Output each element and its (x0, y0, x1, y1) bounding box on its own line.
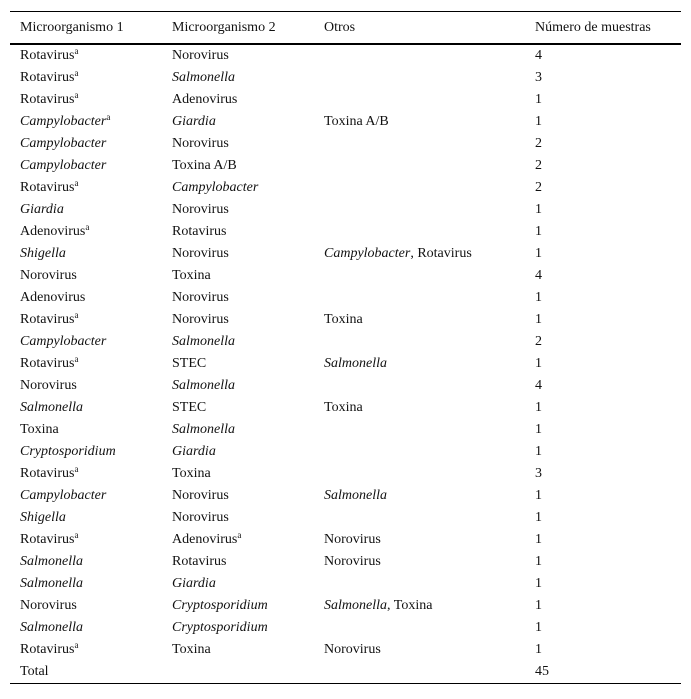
cell-otros (314, 463, 525, 485)
cell-text: Toxina (172, 466, 211, 481)
header-numero-muestras: Número de muestras (535, 19, 651, 35)
cell-otros (314, 67, 525, 89)
cell-text: Norovirus (172, 136, 229, 151)
table-row (10, 287, 681, 309)
cell-microorganismo-1 (10, 353, 162, 375)
cell-text: Rotavirus (172, 224, 227, 239)
cell-numero-muestras: 1 (535, 488, 542, 503)
cell-text: Campylobacter (20, 136, 107, 151)
table-row (10, 155, 681, 177)
coinfection-table (10, 11, 681, 684)
cell-microorganismo-1 (10, 485, 162, 507)
cell-text: Toxina A/B (324, 114, 389, 129)
cell-otros (314, 331, 525, 353)
cell-text: Rotavirus (20, 48, 75, 63)
cell-numero-muestras: 1 (535, 532, 542, 547)
cell-text: Rotavirus (172, 554, 227, 569)
cell-numero-muestras: 2 (535, 334, 542, 349)
cell-otros (314, 639, 525, 661)
cell-microorganismo-1 (10, 133, 162, 155)
cell-text: Toxina (172, 642, 211, 657)
table-row (10, 67, 681, 89)
table-row (10, 485, 681, 507)
table-row (10, 463, 681, 485)
header-microorganismo-1: Microorganismo 1 (20, 19, 124, 35)
cell-text: , Rotavirus (410, 246, 472, 261)
cell-otros (314, 551, 525, 573)
table-row (10, 639, 681, 661)
cell-numero-muestras: 3 (535, 466, 542, 481)
total-empty-cell (314, 661, 525, 684)
cell-numero-muestras: 1 (535, 356, 542, 371)
cell-microorganismo-2 (162, 573, 314, 595)
table-row (10, 441, 681, 463)
table-row (10, 617, 681, 639)
cell-microorganismo-1 (10, 375, 162, 397)
cell-otros (314, 89, 525, 111)
cell-microorganismo-2 (162, 441, 314, 463)
cell-text: Rotavirus (20, 180, 75, 195)
cell-microorganismo-1 (10, 551, 162, 573)
cell-numero-muestras: 1 (535, 202, 542, 217)
cell-otros (314, 133, 525, 155)
cell-otros (314, 243, 525, 265)
footnote-marker: a (74, 90, 79, 100)
table-row (10, 89, 681, 111)
cell-text: Campylobacter (324, 246, 411, 261)
cell-microorganismo-2 (162, 529, 314, 551)
table-row (10, 133, 681, 155)
cell-microorganismo-2 (162, 221, 314, 243)
cell-text: Rotavirus (20, 532, 75, 547)
cell-text: Campylobacter (20, 114, 107, 129)
cell-numero-muestras: 2 (535, 136, 542, 151)
cell-text: Salmonella (172, 422, 235, 437)
cell-microorganismo-1 (10, 265, 162, 287)
cell-text: Adenovirus (172, 92, 238, 107)
cell-otros (314, 573, 525, 595)
cell-text: Toxina (172, 268, 211, 283)
cell-text: Giardia (20, 202, 64, 217)
cell-microorganismo-1 (10, 155, 162, 177)
header-microorganismo-2: Microorganismo 2 (172, 19, 276, 35)
cell-text: Salmonella (20, 400, 83, 415)
cell-microorganismo-1 (10, 177, 162, 199)
footnote-marker: a (74, 46, 79, 56)
cell-otros (314, 111, 525, 133)
cell-text: Norovirus (324, 642, 381, 657)
cell-text: Rotavirus (20, 70, 75, 85)
cell-otros (314, 419, 525, 441)
cell-text: Toxina (324, 400, 363, 415)
total-empty-cell (162, 661, 314, 684)
footnote-marker: a (74, 310, 79, 320)
cell-numero-muestras: 1 (535, 510, 542, 525)
cell-microorganismo-1 (10, 199, 162, 221)
cell-otros (314, 529, 525, 551)
cell-text: Norovirus (172, 202, 229, 217)
cell-numero-muestras: 1 (535, 444, 542, 459)
table-row (10, 551, 681, 573)
cell-text: Salmonella (172, 334, 235, 349)
cell-text: Salmonella (20, 554, 83, 569)
cell-numero-muestras: 1 (535, 290, 542, 305)
table-row (10, 221, 681, 243)
cell-text: Toxina (324, 312, 363, 327)
cell-text: Norovirus (172, 312, 229, 327)
cell-numero-muestras: 4 (535, 268, 542, 283)
cell-microorganismo-2 (162, 155, 314, 177)
table-row (10, 177, 681, 199)
table-row (10, 353, 681, 375)
table-row (10, 595, 681, 617)
table-row (10, 199, 681, 221)
cell-otros (314, 617, 525, 639)
cell-text: Adenovirus (20, 290, 86, 305)
cell-text: Rotavirus (20, 642, 75, 657)
cell-text: Norovirus (172, 290, 229, 305)
table-row (10, 331, 681, 353)
cell-numero-muestras: 1 (535, 224, 542, 239)
cell-microorganismo-1 (10, 419, 162, 441)
table-row (10, 529, 681, 551)
cell-otros (314, 595, 525, 617)
cell-microorganismo-2 (162, 375, 314, 397)
cell-otros (314, 397, 525, 419)
cell-text: Salmonella (324, 488, 387, 503)
table-row (10, 419, 681, 441)
cell-numero-muestras: 1 (535, 620, 542, 635)
cell-otros (314, 155, 525, 177)
footnote-marker: a (74, 640, 79, 650)
cell-otros (314, 199, 525, 221)
table-body (10, 44, 681, 661)
header-otros: Otros (324, 19, 356, 35)
footnote-marker: a (85, 222, 90, 232)
cell-numero-muestras: 4 (535, 378, 542, 393)
cell-text: Campylobacter (20, 334, 107, 349)
cell-text: Cryptosporidium (172, 598, 268, 613)
table-row (10, 243, 681, 265)
cell-text: Giardia (172, 114, 216, 129)
cell-otros (314, 287, 525, 309)
cell-microorganismo-1 (10, 287, 162, 309)
cell-text: Cryptosporidium (172, 620, 268, 635)
cell-microorganismo-2 (162, 67, 314, 89)
cell-microorganismo-2 (162, 551, 314, 573)
cell-otros (314, 507, 525, 529)
cell-text: Giardia (172, 576, 216, 591)
footnote-marker: a (74, 464, 79, 474)
cell-microorganismo-2 (162, 419, 314, 441)
table-row (10, 573, 681, 595)
cell-text: Norovirus (172, 48, 229, 63)
cell-microorganismo-1 (10, 67, 162, 89)
cell-microorganismo-2 (162, 639, 314, 661)
cell-microorganismo-2 (162, 177, 314, 199)
cell-numero-muestras: 3 (535, 70, 542, 85)
cell-microorganismo-1 (10, 397, 162, 419)
cell-text: STEC (172, 356, 207, 371)
cell-text: Campylobacter (20, 158, 107, 173)
total-label: Total (20, 664, 49, 679)
footnote-marker: a (74, 354, 79, 364)
table-row (10, 111, 681, 133)
cell-numero-muestras: 1 (535, 400, 542, 415)
cell-numero-muestras: 1 (535, 312, 542, 327)
table-container (10, 11, 681, 684)
cell-microorganismo-2 (162, 243, 314, 265)
table-row (10, 375, 681, 397)
cell-text: Rotavirus (20, 312, 75, 327)
cell-microorganismo-2 (162, 485, 314, 507)
table-row (10, 44, 681, 67)
cell-text: Norovirus (20, 378, 77, 393)
cell-text: Norovirus (324, 554, 381, 569)
cell-numero-muestras: 1 (535, 422, 542, 437)
cell-otros (314, 177, 525, 199)
table-row (10, 397, 681, 419)
cell-text: Campylobacter (172, 180, 259, 195)
cell-numero-muestras: 1 (535, 642, 542, 657)
cell-text: Cryptosporidium (20, 444, 116, 459)
cell-microorganismo-2 (162, 331, 314, 353)
cell-otros (314, 441, 525, 463)
cell-text: Salmonella (324, 598, 387, 613)
cell-microorganismo-2 (162, 463, 314, 485)
cell-text: Shigella (20, 246, 66, 261)
cell-otros (314, 485, 525, 507)
cell-microorganismo-2 (162, 353, 314, 375)
cell-microorganismo-1 (10, 639, 162, 661)
cell-otros (314, 44, 525, 67)
cell-numero-muestras: 4 (535, 48, 542, 63)
cell-microorganismo-2 (162, 133, 314, 155)
cell-text: Rotavirus (20, 92, 75, 107)
cell-text: , Toxina (387, 598, 433, 613)
cell-text: Salmonella (20, 620, 83, 635)
table-header (10, 12, 681, 45)
cell-microorganismo-2 (162, 507, 314, 529)
cell-text: Rotavirus (20, 356, 75, 371)
cell-otros (314, 375, 525, 397)
total-row (10, 661, 681, 684)
cell-text: STEC (172, 400, 207, 415)
cell-microorganismo-2 (162, 595, 314, 617)
cell-microorganismo-1 (10, 573, 162, 595)
footnote-marker: a (74, 530, 79, 540)
cell-text: Norovirus (20, 268, 77, 283)
cell-text: Toxina (20, 422, 59, 437)
cell-text: Rotavirus (20, 466, 75, 481)
cell-text: Adenovirus (172, 532, 238, 547)
cell-microorganismo-1 (10, 507, 162, 529)
cell-text: Salmonella (20, 576, 83, 591)
cell-numero-muestras: 1 (535, 554, 542, 569)
cell-text: Norovirus (172, 246, 229, 261)
cell-microorganismo-1 (10, 529, 162, 551)
cell-text: Shigella (20, 510, 66, 525)
table-row (10, 507, 681, 529)
cell-text: Norovirus (20, 598, 77, 613)
cell-microorganismo-1 (10, 331, 162, 353)
cell-text: Salmonella (324, 356, 387, 371)
footnote-marker: a (106, 112, 111, 122)
cell-microorganismo-2 (162, 287, 314, 309)
cell-text: Campylobacter (20, 488, 107, 503)
cell-microorganismo-2 (162, 265, 314, 287)
cell-microorganismo-1 (10, 89, 162, 111)
cell-microorganismo-1 (10, 243, 162, 265)
table-row (10, 265, 681, 287)
cell-text: Toxina A/B (172, 158, 237, 173)
cell-text: Norovirus (324, 532, 381, 547)
cell-microorganismo-1 (10, 463, 162, 485)
footnote-marker: a (237, 530, 242, 540)
cell-microorganismo-1 (10, 617, 162, 639)
cell-text: Giardia (172, 444, 216, 459)
cell-numero-muestras: 2 (535, 180, 542, 195)
cell-microorganismo-1 (10, 595, 162, 617)
cell-numero-muestras: 2 (535, 158, 542, 173)
cell-text: Adenovirus (20, 224, 86, 239)
table-footer (10, 661, 681, 684)
cell-microorganismo-2 (162, 111, 314, 133)
cell-text: Salmonella (172, 378, 235, 393)
cell-microorganismo-2 (162, 397, 314, 419)
table-row (10, 309, 681, 331)
cell-numero-muestras: 1 (535, 246, 542, 261)
cell-microorganismo-2 (162, 617, 314, 639)
cell-numero-muestras: 1 (535, 114, 542, 129)
cell-otros (314, 265, 525, 287)
footnote-marker: a (74, 68, 79, 78)
cell-microorganismo-1 (10, 441, 162, 463)
cell-microorganismo-1 (10, 111, 162, 133)
cell-text: Norovirus (172, 510, 229, 525)
cell-otros (314, 221, 525, 243)
footnote-marker: a (74, 178, 79, 188)
cell-text: Norovirus (172, 488, 229, 503)
cell-text: Salmonella (172, 70, 235, 85)
total-value: 45 (535, 664, 549, 679)
cell-otros (314, 353, 525, 375)
cell-microorganismo-1 (10, 221, 162, 243)
header-row (10, 12, 681, 45)
cell-microorganismo-1 (10, 44, 162, 67)
cell-numero-muestras: 1 (535, 598, 542, 613)
cell-microorganismo-2 (162, 309, 314, 331)
cell-numero-muestras: 1 (535, 92, 542, 107)
cell-numero-muestras: 1 (535, 576, 542, 591)
cell-microorganismo-1 (10, 309, 162, 331)
cell-microorganismo-2 (162, 44, 314, 67)
cell-microorganismo-2 (162, 89, 314, 111)
cell-otros (314, 309, 525, 331)
cell-microorganismo-2 (162, 199, 314, 221)
